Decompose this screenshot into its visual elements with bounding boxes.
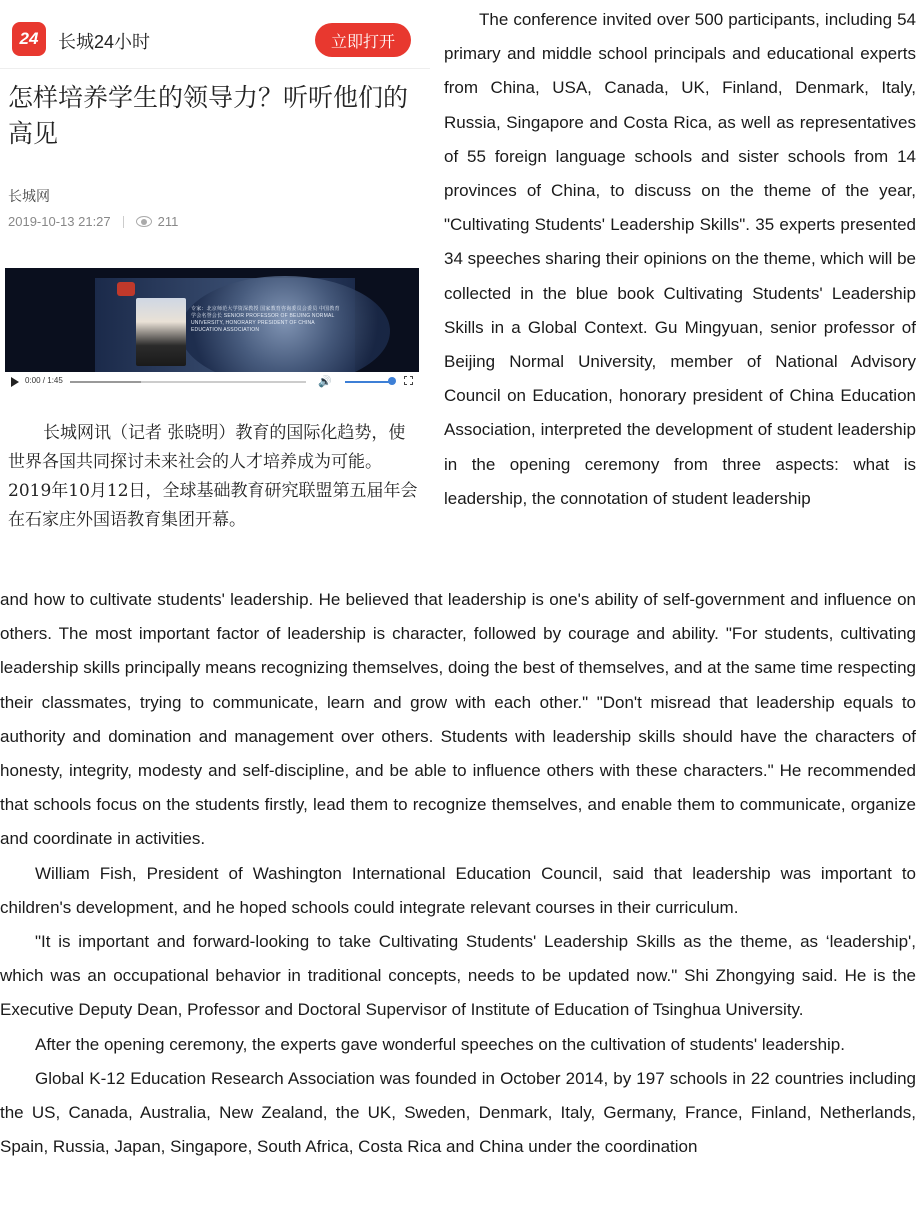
meta-divider [123,216,124,228]
volume-slider[interactable] [345,381,390,383]
video-buffer-fill [70,381,141,383]
view-count: 211 [157,214,179,229]
video-progress-bar[interactable] [70,381,306,383]
video-player[interactable] [5,268,419,372]
english-paragraph-4: "It is important and forward-looking to take Cultivating Students' Leadership Skills as the theme, as ‘leadership', which was an occupational behavior in traditional concepts, needs to be updated now." Shi Zhongying said. He is the Executive Deputy Dean, Professor and Doctoral Supervisor of Institute of Education of Tsinghua University. [0,932,916,1020]
publish-date: 2019-10-13 21:27 [8,214,111,229]
app-logo: 24 [12,22,46,56]
open-app-button[interactable]: 立即打开 [315,23,411,57]
video-time: 0:00 / 1:45 [25,376,63,385]
video-speaker-image [136,298,186,366]
video-controls [5,373,419,391]
volume-icon[interactable]: 🔊 [318,376,332,388]
english-paragraph-3: William Fish, President of Washington International Education Council, said that leadership was important to children's development, and he hoped schools could integrate relevant courses in their curriculum. [0,863,916,917]
article-title: 怎样培养学生的领导力？听听他们的高见 [8,83,409,148]
eye-icon [136,216,152,227]
fullscreen-icon[interactable] [404,376,413,385]
article-screenshot [0,0,430,575]
english-paragraph-6: Global K-12 Education Research Association was founded in October 2014, by 197 schools in 22 countries including the US, Canada, Australia, New Zealand, the UK, Sweden, Denmark, Italy, Germany, France, Finland, Netherlands, Spain, Russia, Japan, Singapore, South Africa, Costa Rica and China under the coordination [0,1068,916,1157]
video-caption: 专家：北京师范大学资深教授 国家教育咨询委员会委员 中国教育学会名誉会长 SENIOR PROFESSOR OF BEIJING NORMAL UNIVERSITY, HONORARY PRESIDENT OF CHINA EDUCATION ASSOCIATION [191,306,340,333]
video-channel-logo [117,282,135,296]
english-paragraph-1: The conference invited over 500 participants, including 54 primary and middle school principals and educational experts from China, USA, Canada, UK, Finland, Denmark, Italy, Russia, Singapore and Costa Rica, as well as representatives of 55 foreign language schools and sister schools from 14 provinces of China, to discuss on the theme of the year, "Cultivating Students' Leadership Skills". 35 experts presented 34 speeches sharing their opinions on the theme, which will be collected in the blue book Cultivating Students' Leadership Skills in a Global Context. Gu Mingyuan, senior professor of Beijing Normal University, member of National Advisory Council on Education, honorary president of China Education Association, interpreted the development of student leadership in the opening ceremony from three aspects: what is leadership, the connotation of student leadership [444,10,916,508]
app-header [0,0,430,69]
english-paragraph-2: and how to cultivate students' leadership. He believed that leadership is one's ability of self-government and influence on others. The most important factor of leadership is character, followed by courage and ability. "For students, cultivating leadership skills principally means recognizing themselves, doing the best of themselves, and at the same time respecting their classmates, trying to communicate, learn and grow with each other." "Don't misread that leadership equals to authority and domination and management over others. Students with leadership skills should have the characters of honesty, integrity, modesty and self-discipline, and be able to influence others with these characters." He recommended that schools focus on the students firstly, lead them to recognize themselves, and enable them to communicate, organize and coordinate in activities. [0,590,916,849]
english-body [0,583,916,1164]
article-meta [8,214,178,229]
app-name: 长城24小时 [58,32,151,52]
article-source: 长城网 [8,188,50,204]
volume-slider-knob[interactable] [388,377,396,385]
english-paragraph-5: After the opening ceremony, the experts gave wonderful speeches on the cultivation of students' leadership. [35,1034,845,1054]
article-lead-paragraph: 长城网讯（记者 张晓明）教育的国际化趋势，使世界各国共同探讨未来社会的人才培养成为可能。2019年10月12日，全球基础教育研究联盟第五届年会在石家庄外国语教育集团开幕。 [8,423,418,530]
play-icon[interactable] [11,377,19,387]
